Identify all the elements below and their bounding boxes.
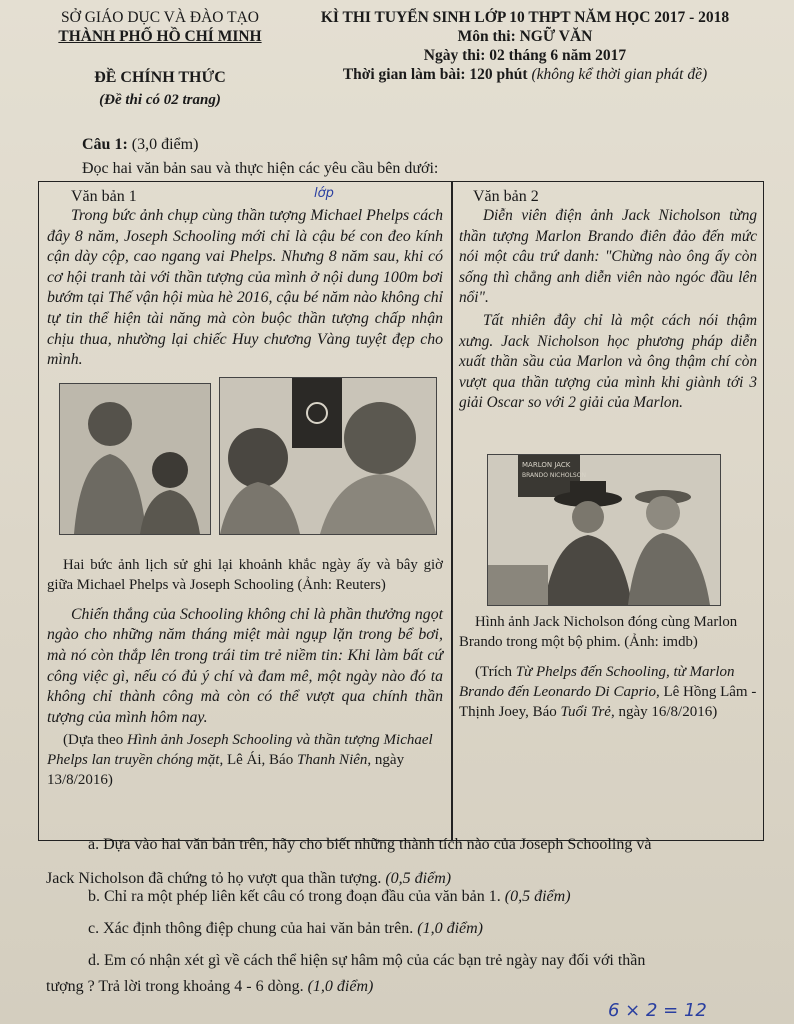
question-c	[88, 918, 483, 940]
poster-text: MARLON JACK	[522, 460, 571, 469]
text-2-column	[459, 188, 757, 722]
page-count-note: (Đề thi có 02 trang)	[99, 92, 221, 108]
text-1-label: Văn bản 1	[71, 188, 137, 205]
text-2-cite-post: , ngày 16/8/2016)	[610, 703, 718, 720]
text-2-cite-title: Từ Phelps đến Schooling, từ Marlon Brando đến Leonardo Di Caprio	[459, 663, 735, 700]
header-right	[290, 8, 760, 84]
department-line-2: THÀNH PHỐ HỒ CHÍ MINH	[58, 28, 262, 45]
handwritten-note-bottom: 6 × 2 = 12	[608, 1000, 707, 1021]
exam-time	[290, 65, 760, 84]
text-2-paragraph-1: Diễn viên điện ảnh Jack Nicholson từng thần tượng Marlon Brando điên đảo đến mức nói một câu trứ danh: "Chừng nào ông ấy còn sống thì chẳng anh diễn viên nào ngóc đầu lên nổi".	[459, 207, 757, 307]
text-1-paragraph-1: Trong bức ảnh chụp cùng thần tượng Michael Phelps cách đây 8 năm, Joseph Schooling mới chỉ là cậu bé con đeo kính cận dày cộp, cao ngang vai Phelps. Nhưng 8 năm sau, khi có cơ hội tranh tài với thần tượng của mình ở nội dung 100m bơi bướm tại Thế vận hội mùa hè 2016, cậu bé năm nào không chỉ tự tin thể hiện tài năng mà còn buộc thần tượng chấp nhận chịu thua, nhường lại chiếc Huy chương Vàng tuyệt đẹp cho mình.	[47, 207, 443, 369]
question-d-points: (1,0 điểm)	[307, 978, 374, 995]
question-b-text: b. Chỉ ra một phép liên kết câu có trong đoạn đầu của văn bản 1.	[88, 888, 501, 905]
handwritten-note-top: lớp	[314, 186, 334, 201]
texts-table	[38, 181, 764, 841]
exam-title: KÌ THI TUYỂN SINH LỚP 10 THPT NĂM HỌC 2017 - 2018	[320, 9, 730, 26]
question-c-points: (1,0 điểm)	[417, 920, 483, 937]
text-1-cite-paper: Thanh Niên	[296, 752, 368, 769]
question-1-title: Câu 1:	[82, 136, 128, 153]
time-note: (không kể thời gian phát đề)	[531, 66, 708, 83]
photo-nicholson-brando	[487, 454, 721, 606]
question-d-line-1: d. Em có nhận xét gì về cách thể hiện sự hâm mộ của các bạn trẻ ngày nay đối với thần	[88, 952, 646, 969]
text-2-citation	[459, 662, 757, 722]
question-a-points: (0,5 điểm)	[385, 870, 452, 887]
text-1-cite-mid: , Lê Ái, Báo	[219, 752, 297, 769]
question-a-line-1: a. Dựa vào hai văn bản trên, hãy cho biết những thành tích nào của Joseph Schooling và	[88, 836, 652, 853]
text-1-photos	[47, 377, 443, 537]
subject: Môn thi: NGỮ VĂN	[457, 28, 593, 45]
photo-phelps-schooling-present	[219, 377, 437, 535]
text-2-cite-paper: Tuổi Trẻ	[560, 703, 611, 720]
text-1-photo-caption: Hai bức ảnh lịch sử ghi lại khoảnh khắc ngày ấy và bây giờ giữa Michael Phelps và Joseph Schooling (Ảnh: Reuters)	[47, 556, 443, 593]
question-c-text: c. Xác định thông điệp chung của hai văn bản trên.	[88, 920, 414, 937]
text-2-label: Văn bản 2	[473, 188, 539, 205]
question-d-line-2	[46, 976, 373, 998]
text-1-cite-title: Hình ảnh Joseph Schooling và thần tượng Michael Phelps lan truyền chóng mặt	[47, 732, 433, 769]
question-a-text-2: Jack Nicholson đã chứng tỏ họ vượt qua thần tượng.	[46, 870, 382, 887]
poster-text-2: BRANDO NICHOLSON	[522, 471, 586, 479]
official-label: ĐỀ CHÍNH THỨC	[94, 69, 226, 86]
question-1-intro: Đọc hai văn bản sau và thực hiện các yêu cầu bên dưới:	[82, 160, 439, 177]
question-1-heading	[82, 136, 198, 154]
question-b	[88, 886, 571, 908]
text-2-cite-pre: (Trích	[475, 663, 516, 680]
text-1-cite-pre: (Dựa theo	[63, 732, 127, 749]
header-left	[40, 8, 280, 110]
text-2-paragraph-2: Tất nhiên đây chỉ là một cách nói thậm xưng. Jack Nicholson học phương pháp diễn xuất thần sầu của Marlon và ông thậm chí còn vượt qua thần tượng của mình khi giành tới 3 giải Oscar so với 2 giải của Marlon.	[459, 311, 757, 412]
question-1-points: (3,0 điểm)	[131, 136, 199, 153]
text-2-photo-caption: Hình ảnh Jack Nicholson đóng cùng Marlon Brando trong một bộ phim. (Ảnh: imdb)	[459, 613, 738, 650]
text-1-column	[47, 188, 443, 790]
exam-date: Ngày thi: 02 tháng 6 năm 2017	[423, 47, 627, 64]
photo-phelps-schooling-past	[59, 383, 211, 535]
text-1-citation	[47, 730, 443, 790]
time-label: Thời gian làm bài: 120 phút	[342, 66, 528, 83]
text-1-cite-post: , ngày 13/8/2016)	[47, 752, 405, 789]
column-divider	[451, 182, 453, 840]
question-d-text-2: tượng ? Trả lời trong khoảng 4 - 6 dòng.	[46, 978, 304, 995]
department-line-1: SỞ GIÁO DỤC VÀ ĐÀO TẠO	[61, 9, 259, 26]
question-b-points: (0,5 điểm)	[504, 888, 571, 905]
text-1-paragraph-2: Chiến thắng của Schooling không chỉ là phần thưởng ngọt ngào cho những năm tháng miệt mài ngụp lặn trong bể bơi, mà nó còn thắp lên trong trái tim trẻ niềm tin: Khi làm bất cứ công việc gì, nếu có đủ ý chí và đam mê, một ngày nào đó ta không chỉ thành công mà còn có thể vượt qua chính thần tượng của mình hôm nay.	[47, 605, 443, 726]
text-2-cite-mid: , Lê Hồng Lâm - Thịnh Joey, Báo	[459, 683, 757, 720]
